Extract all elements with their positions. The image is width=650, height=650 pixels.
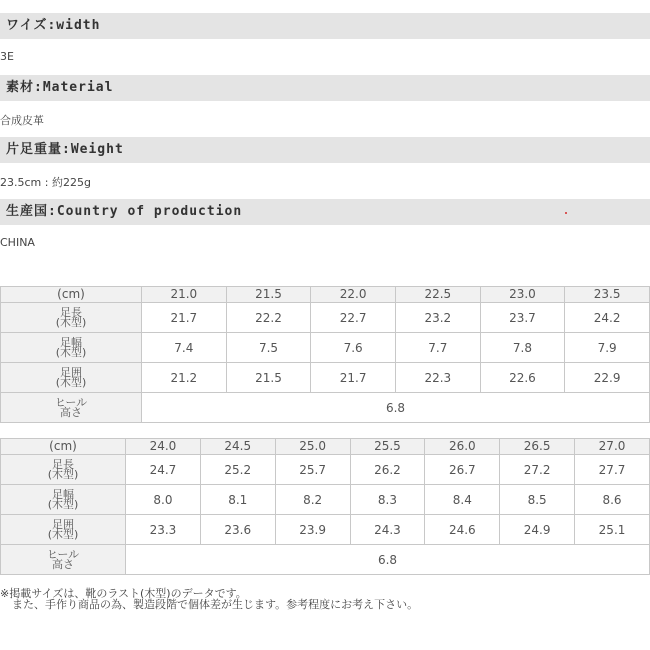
heel-height-row (1, 393, 650, 423)
value-cell: 25.7 (275, 455, 350, 485)
value-cell: 23.6 (200, 515, 275, 545)
size-table-1 (0, 286, 650, 423)
size-cell: 25.5 (350, 439, 425, 455)
size-cell: 24.5 (200, 439, 275, 455)
size-cell: 21.0 (142, 287, 227, 303)
value-cell: 22.6 (480, 363, 565, 393)
value-cell: 8.4 (425, 485, 500, 515)
row-label: ヒール 高さ (1, 545, 126, 575)
value-cell: 21.7 (311, 363, 396, 393)
heel-value-cell: 6.8 (142, 393, 650, 423)
value-cell: 7.6 (311, 333, 396, 363)
foot-width-row (1, 333, 650, 363)
note-line-2: また、手作り商品の為、製造段階で個体差が生じます。参考程度にお考え下さい。 (12, 598, 419, 611)
foot-width-row (1, 485, 650, 515)
foot-length-row (1, 303, 650, 333)
value-cell: 25.2 (200, 455, 275, 485)
foot-girth-row (1, 363, 650, 393)
heel-value-cell: 6.8 (126, 545, 650, 575)
value-cell: 7.7 (395, 333, 480, 363)
value-cell: 8.1 (200, 485, 275, 515)
value-cell: 25.1 (575, 515, 650, 545)
value-cell: 26.2 (350, 455, 425, 485)
size-note (0, 588, 418, 610)
material-value: 合成皮革 (0, 114, 44, 127)
row-label: 足長 (木型) (1, 303, 142, 333)
red-dot-mark (565, 212, 567, 214)
value-cell: 7.5 (226, 333, 311, 363)
value-cell: 8.3 (350, 485, 425, 515)
width-header: ワイズ:width (0, 13, 650, 39)
foot-length-row (1, 455, 650, 485)
row-label: ヒール 高さ (1, 393, 142, 423)
value-cell: 8.2 (275, 485, 350, 515)
value-cell: 7.4 (142, 333, 227, 363)
value-cell: 23.2 (395, 303, 480, 333)
row-label: 足長 (木型) (1, 455, 126, 485)
foot-girth-row (1, 515, 650, 545)
unit-cell: (cm) (1, 287, 142, 303)
value-cell: 22.7 (311, 303, 396, 333)
row-label: 足幅 (木型) (1, 333, 142, 363)
value-cell: 27.2 (500, 455, 575, 485)
row-label: 足囲 (木型) (1, 515, 126, 545)
size-cell: 24.0 (126, 439, 201, 455)
value-cell: 24.2 (565, 303, 650, 333)
value-cell: 27.7 (575, 455, 650, 485)
value-cell: 21.2 (142, 363, 227, 393)
size-cell: 22.5 (395, 287, 480, 303)
value-cell: 22.2 (226, 303, 311, 333)
value-cell: 23.7 (480, 303, 565, 333)
value-cell: 7.8 (480, 333, 565, 363)
value-cell: 22.9 (565, 363, 650, 393)
row-label: 足囲 (木型) (1, 363, 142, 393)
value-cell: 23.3 (126, 515, 201, 545)
value-cell: 21.7 (142, 303, 227, 333)
country-value: CHINA (0, 236, 35, 249)
size-cell: 23.5 (565, 287, 650, 303)
size-cell: 21.5 (226, 287, 311, 303)
size-cell: 26.0 (425, 439, 500, 455)
size-table-2 (0, 438, 650, 575)
material-header: 素材:Material (0, 75, 650, 101)
value-cell: 8.0 (126, 485, 201, 515)
size-cell: 25.0 (275, 439, 350, 455)
size-cell: 26.5 (500, 439, 575, 455)
value-cell: 21.5 (226, 363, 311, 393)
value-cell: 8.6 (575, 485, 650, 515)
size-cell: 22.0 (311, 287, 396, 303)
unit-cell: (cm) (1, 439, 126, 455)
note-line-1: ※掲載サイズは、靴のラスト(木型)のデータです。 (0, 587, 247, 600)
country-header: 生産国:Country of production (0, 199, 650, 225)
size-cell: 23.0 (480, 287, 565, 303)
value-cell: 8.5 (500, 485, 575, 515)
value-cell: 24.7 (126, 455, 201, 485)
row-label: 足幅 (木型) (1, 485, 126, 515)
value-cell: 22.3 (395, 363, 480, 393)
value-cell: 23.9 (275, 515, 350, 545)
size-header-row (1, 439, 650, 455)
heel-height-row (1, 545, 650, 575)
value-cell: 24.9 (500, 515, 575, 545)
value-cell: 24.6 (425, 515, 500, 545)
size-header-row (1, 287, 650, 303)
value-cell: 7.9 (565, 333, 650, 363)
value-cell: 24.3 (350, 515, 425, 545)
size-cell: 27.0 (575, 439, 650, 455)
value-cell: 26.7 (425, 455, 500, 485)
weight-header: 片足重量:Weight (0, 137, 650, 163)
weight-value: 23.5cm : 約225g (0, 176, 91, 189)
width-value: 3E (0, 50, 14, 63)
